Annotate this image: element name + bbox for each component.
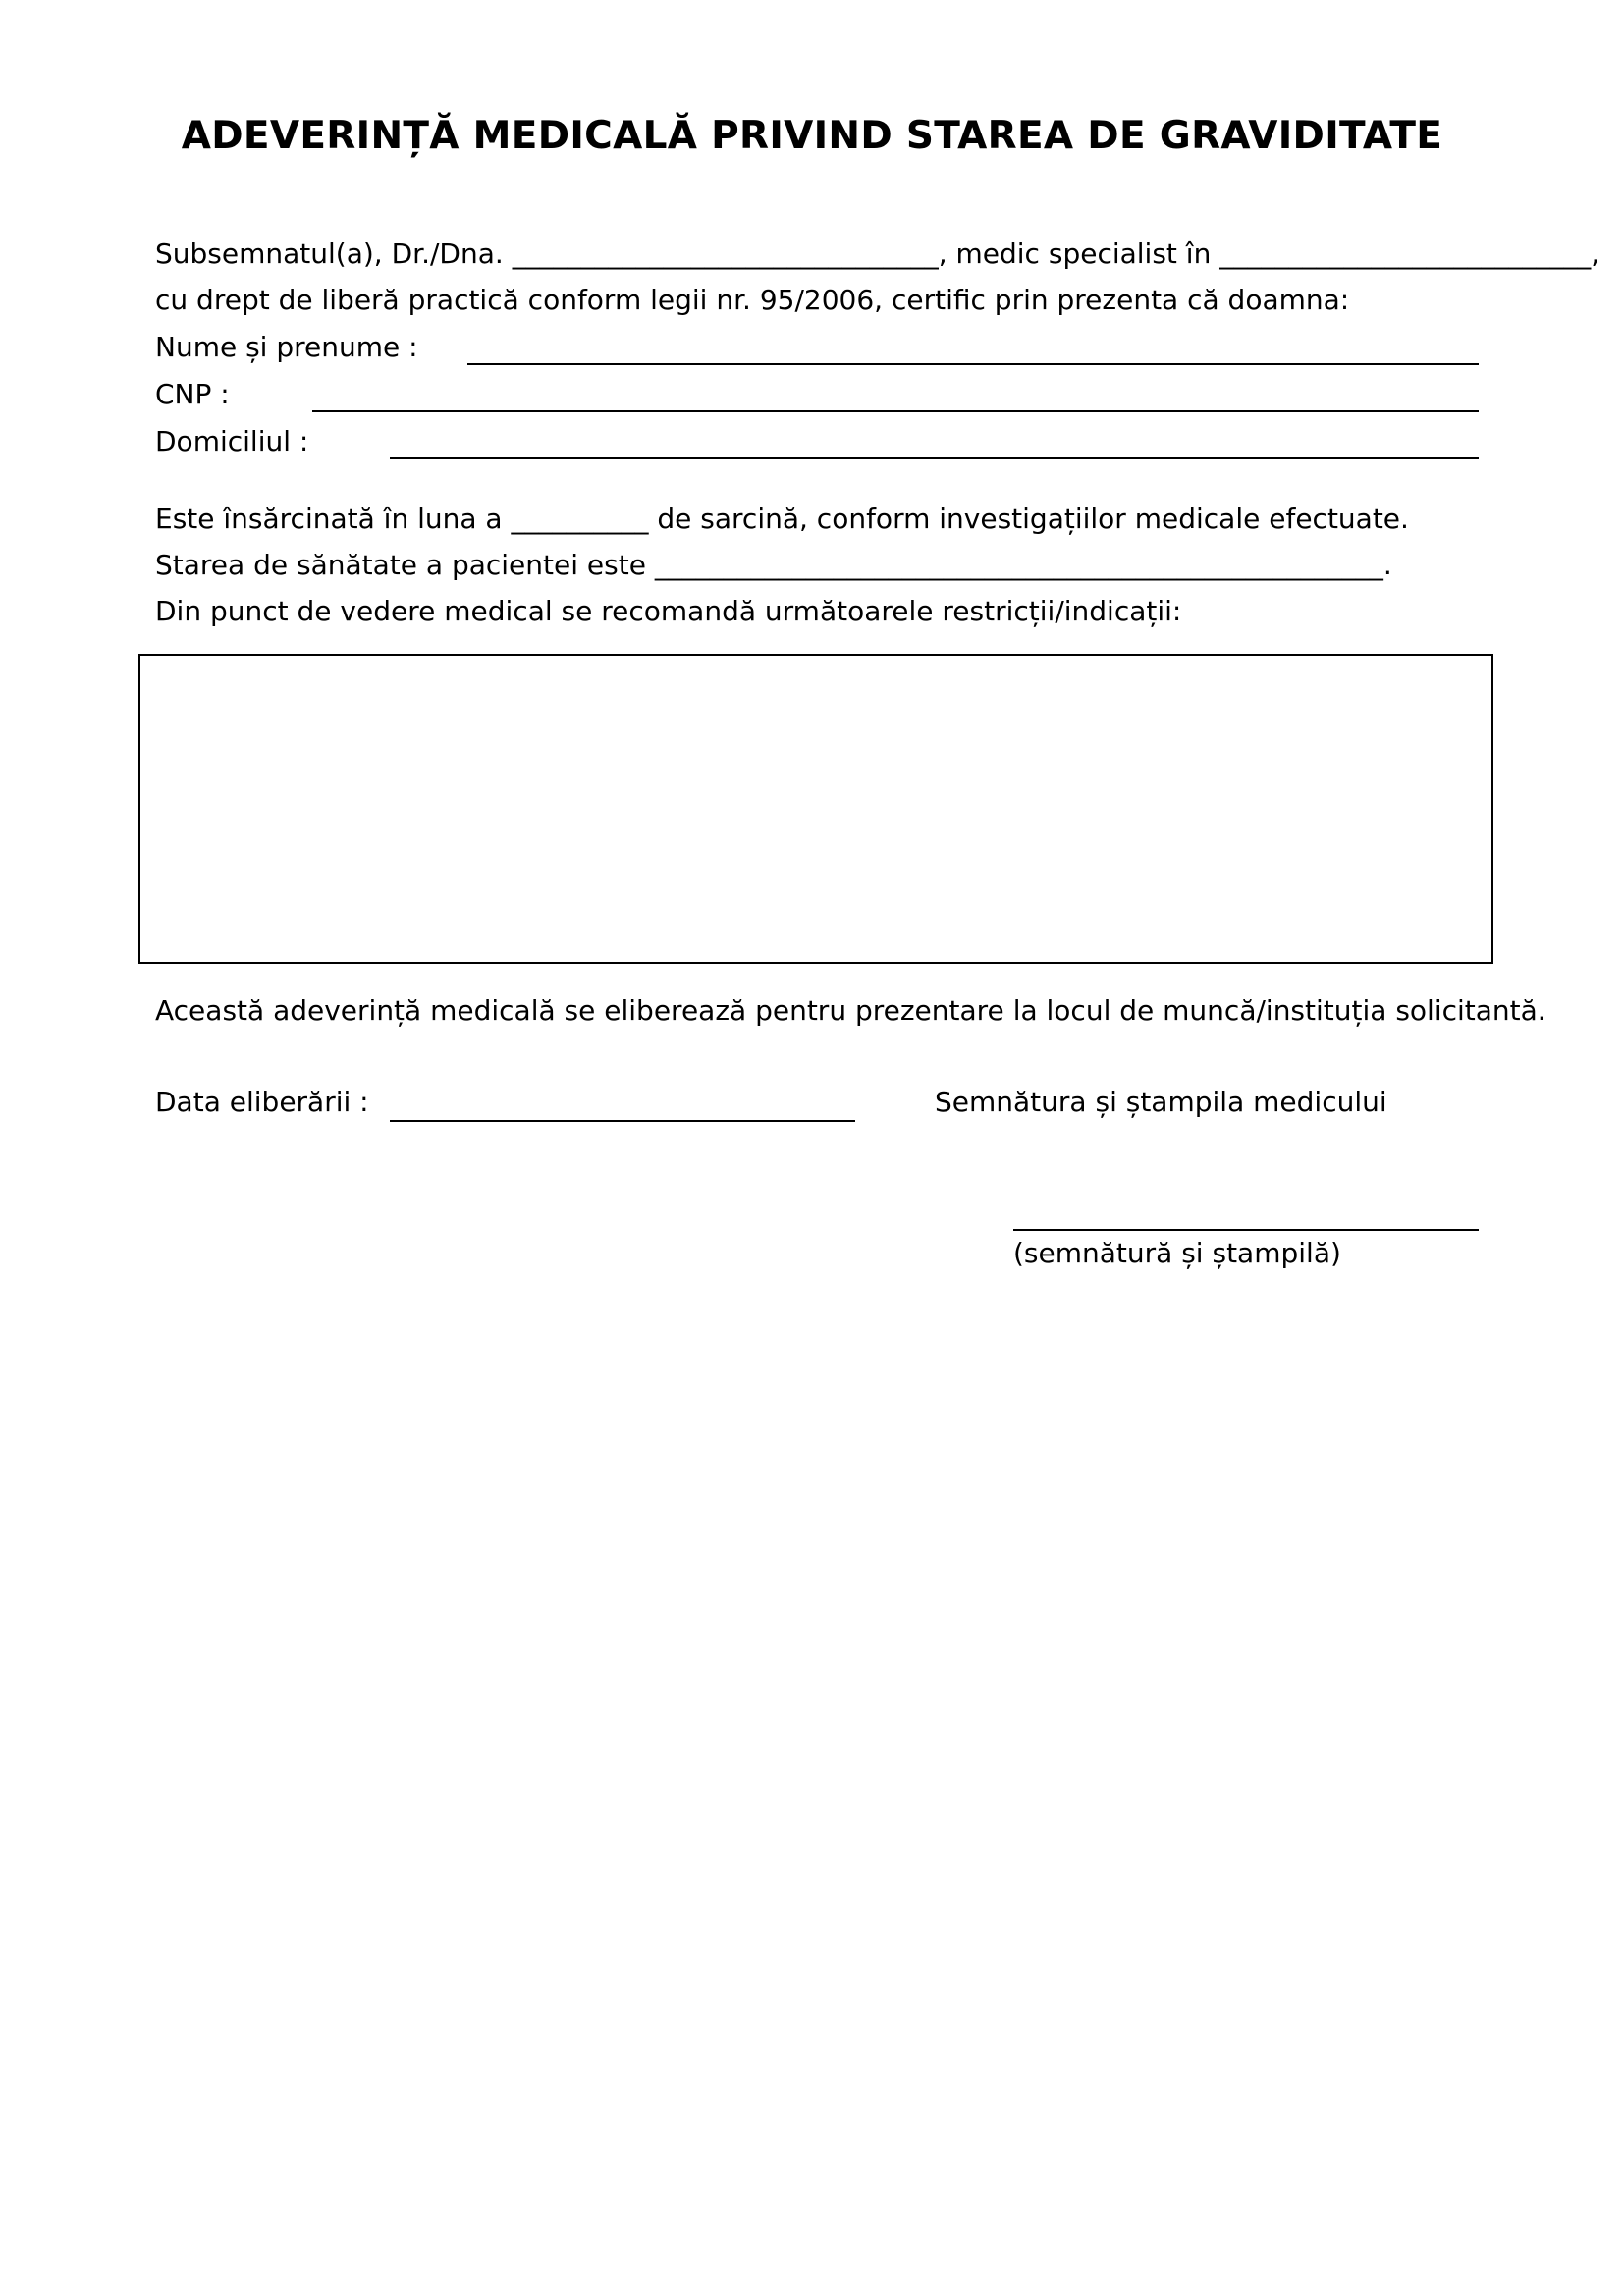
issue-date-field-line[interactable]: [390, 1120, 855, 1122]
pregnancy-month-line: Este însărcinată în luna a __________ de sarcină, conform investigațiilor medicale efectuate.: [155, 503, 1409, 535]
address-field-line[interactable]: [390, 457, 1479, 459]
patient-name-field-line[interactable]: [467, 363, 1479, 365]
purpose-line: Această adeverință medicală se eliberează pentru prezentare la locul de muncă/instituția solicitantă.: [155, 994, 1546, 1027]
doctor-signature-heading: Semnătura și ștampila medicului: [935, 1086, 1387, 1118]
recommendations-line: Din punct de vedere medical se recomandă următoarele restricții/indicații:: [155, 595, 1182, 627]
address-label: Domiciliul :: [155, 425, 309, 457]
restrictions-box[interactable]: [138, 654, 1493, 964]
intro-line-doctor: Subsemnatul(a), Dr./Dna. _______________________________, medic specialist în ___________________________,: [155, 238, 1600, 270]
patient-name-label: Nume și prenume :: [155, 331, 418, 363]
cnp-field-line[interactable]: [312, 410, 1479, 412]
health-status-line: Starea de sănătate a pacientei este _____________________________________________________.: [155, 549, 1392, 581]
document-title: ADEVERINȚĂ MEDICALĂ PRIVIND STAREA DE GRAVIDITATE: [181, 114, 1443, 158]
issue-date-label: Data eliberării :: [155, 1086, 369, 1118]
cnp-label: CNP :: [155, 378, 230, 410]
intro-line-practice: cu drept de liberă practică conform legii nr. 95/2006, certific prin prezenta că doamna:: [155, 284, 1350, 316]
signature-caption: (semnătură și ștampilă): [1013, 1237, 1341, 1269]
signature-line[interactable]: [1013, 1229, 1479, 1231]
